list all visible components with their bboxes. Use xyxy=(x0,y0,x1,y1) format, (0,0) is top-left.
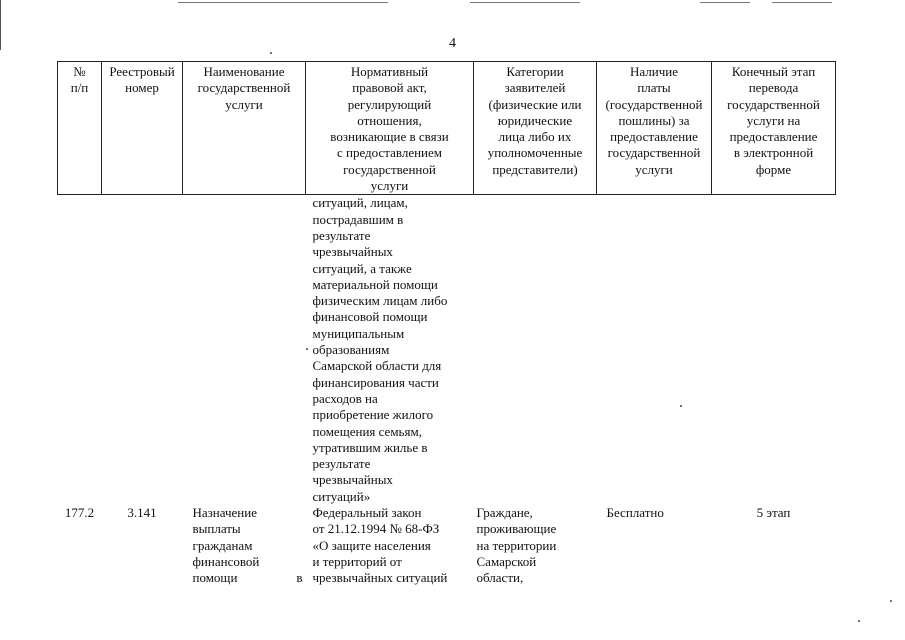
top-scan-rule xyxy=(700,2,750,3)
text-line: результате xyxy=(312,456,371,472)
text-line: Категории xyxy=(506,64,564,79)
text-line: в электронной xyxy=(733,145,814,161)
text-line: услуги xyxy=(225,96,263,112)
text-line: пошлины) за xyxy=(618,112,690,128)
row-service-name-last-left: помощи xyxy=(192,570,238,586)
top-scan-rule xyxy=(772,2,832,3)
scan-speck xyxy=(680,405,682,407)
text-line: утратившим жилье в xyxy=(312,439,428,455)
continuation-row xyxy=(58,195,836,505)
header-fee xyxy=(597,62,712,195)
text-line: финансовой xyxy=(192,553,260,569)
text-line: ситуаций, а также xyxy=(312,260,412,276)
text-line: Конечный этап xyxy=(731,64,816,79)
header-act xyxy=(306,62,474,195)
text-line: номер xyxy=(125,80,159,96)
text-line: чрезвычайных ситуаций xyxy=(312,570,448,586)
text-line: уполномоченные xyxy=(487,145,583,161)
text-line: «О защите населения xyxy=(312,537,431,553)
text-line: предоставление xyxy=(729,129,818,145)
text-line: чрезвычайных xyxy=(312,472,393,488)
text-line: услуги на xyxy=(746,112,801,128)
text-line: возникающие в связи xyxy=(330,129,449,145)
text-line: Наличие xyxy=(630,64,678,79)
text-line: гражданам xyxy=(192,537,253,553)
text-line: Граждане, xyxy=(476,505,533,521)
text-line: Нормативный xyxy=(350,64,429,79)
text-line: № xyxy=(73,64,86,79)
row-registry: 3.141 xyxy=(127,505,157,521)
text-line: Федеральный закон xyxy=(312,505,422,521)
text-line: помещения семьям, xyxy=(312,423,422,439)
text-line: форме xyxy=(755,161,792,177)
text-line: Самарской xyxy=(476,553,537,569)
text-line: перевода xyxy=(748,80,799,96)
text-line: правовой акт, xyxy=(352,80,427,96)
text-line: образованиям xyxy=(312,342,390,358)
text-line: государственной xyxy=(197,80,291,96)
scan-speck xyxy=(270,52,272,54)
scan-speck xyxy=(858,620,860,622)
text-line: чрезвычайных xyxy=(312,244,393,260)
text-line: пострадавшим в xyxy=(312,211,404,227)
row-categories xyxy=(474,505,597,586)
text-line: области, xyxy=(476,570,524,586)
top-scan-rule xyxy=(178,2,388,3)
text-line: услуги xyxy=(635,161,673,177)
text-line: отношения, xyxy=(357,112,422,128)
text-line: Наименование xyxy=(203,64,285,79)
text-line: на территории xyxy=(476,537,557,553)
text-line: Реестровый xyxy=(109,64,175,79)
text-line: (государственной xyxy=(605,96,703,112)
scan-speck xyxy=(890,600,892,602)
row-service-name-last-line xyxy=(193,570,303,586)
text-line: материальной помощи xyxy=(312,276,438,292)
top-scan-rule xyxy=(470,2,580,3)
text-line: представители) xyxy=(492,161,578,177)
text-line: расходов на xyxy=(312,390,378,406)
text-line: регулирующий xyxy=(347,96,432,112)
row-fee: Бесплатно xyxy=(606,505,664,521)
text-line: и территорий от xyxy=(312,553,402,569)
text-line: проживающие xyxy=(476,521,557,537)
text-line: выплаты xyxy=(192,521,241,537)
text-line: услуги xyxy=(370,178,409,194)
text-line: юридические xyxy=(497,112,573,128)
text-line: государственной xyxy=(343,161,436,177)
text-line: ситуаций» xyxy=(312,488,371,504)
row-service-name xyxy=(183,505,306,586)
text-line: заявителей xyxy=(504,80,566,96)
text-line: государственной xyxy=(727,96,820,112)
row-service-name-lines xyxy=(193,505,303,570)
text-line: финансовой помощи xyxy=(312,309,428,325)
text-line: муниципальным xyxy=(312,325,405,341)
header-num xyxy=(58,62,102,195)
row-legal-act xyxy=(306,505,474,586)
row-stage: 5 этап xyxy=(756,505,791,521)
table-row xyxy=(58,505,836,586)
text-line: платы xyxy=(637,80,671,96)
header-registry xyxy=(102,62,183,195)
header-name xyxy=(183,62,306,195)
text-line: (физические или xyxy=(488,96,582,112)
header-row xyxy=(58,62,836,195)
text-line: Самарской области для xyxy=(312,358,442,374)
text-line: п/п xyxy=(70,80,89,96)
text-line: результате xyxy=(312,227,371,243)
header-categories xyxy=(474,62,597,195)
continuation-act-text xyxy=(306,195,474,505)
header-stage xyxy=(712,62,836,195)
text-line: государственной xyxy=(607,145,701,161)
scan-speck xyxy=(306,348,308,350)
text-line: финансирования части xyxy=(312,374,439,390)
text-line: Назначение xyxy=(192,505,257,521)
services-table xyxy=(57,61,836,587)
text-line: физическим лицам либо xyxy=(312,293,448,309)
text-line: от 21.12.1994 № 68-ФЗ xyxy=(312,521,440,537)
text-line: приобретение жилого xyxy=(312,407,434,423)
page-number: 4 xyxy=(449,36,456,51)
row-num: 177.2 xyxy=(64,505,95,521)
text-line: с предоставлением xyxy=(336,145,443,161)
text-line: ситуаций, лицам, xyxy=(312,195,408,211)
row-service-name-last-right: в xyxy=(296,570,303,586)
text-line: лица либо их xyxy=(498,129,572,145)
text-line: предоставление xyxy=(610,129,698,145)
